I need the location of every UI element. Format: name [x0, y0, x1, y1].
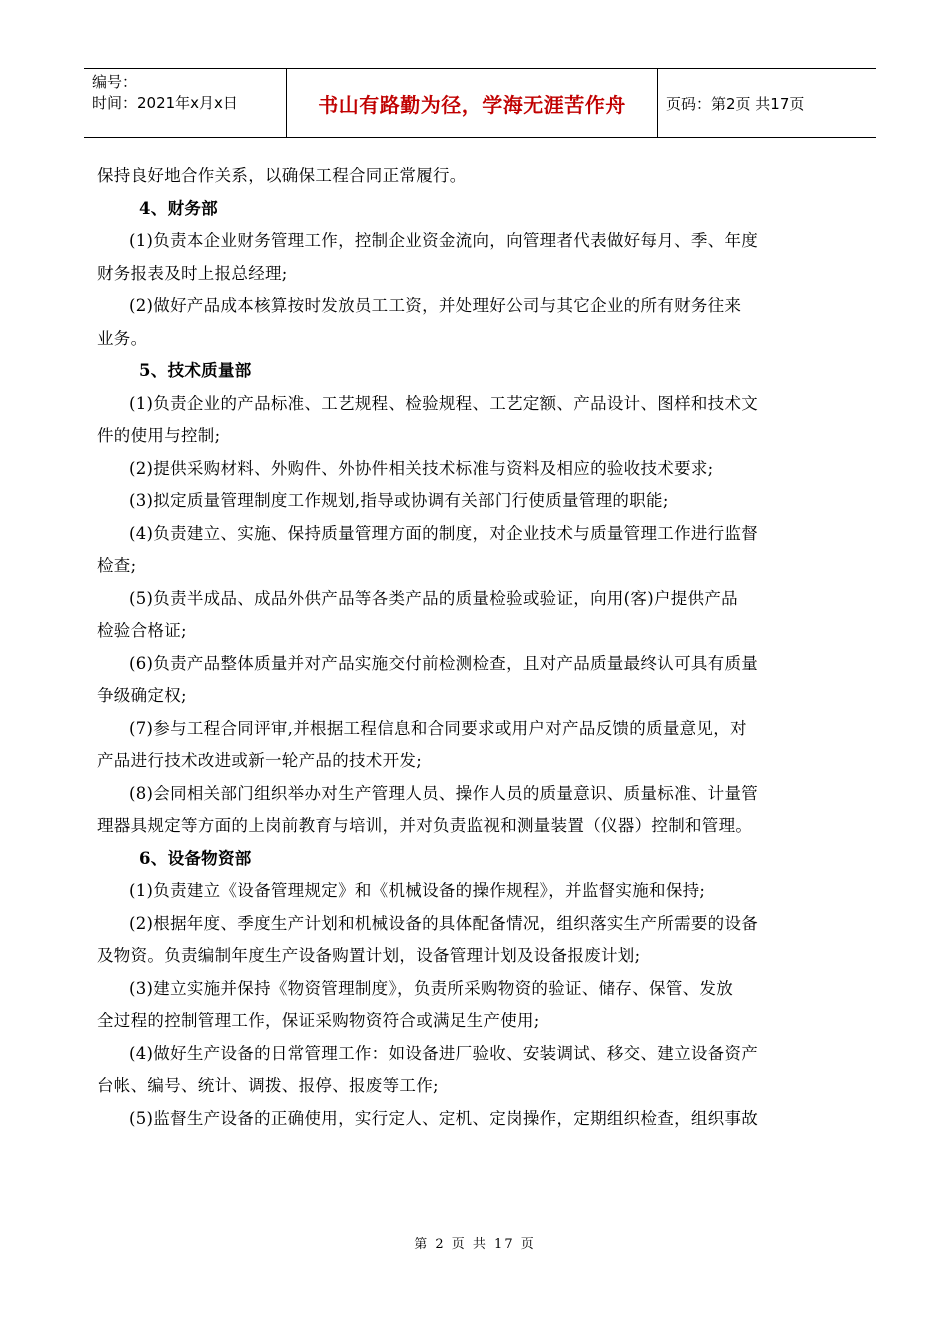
paragraph-line: (4)负责建立、实施、保持质量管理方面的制度，对企业技术与质量管理工作进行监督 [129, 523, 759, 543]
paragraph-line: (2)根据年度、季度生产计划和机械设备的具体配备情况，组织落实生产所需要的设备 [129, 913, 759, 933]
paragraph-line: 及物资。负责编制年度生产设备购置计划，设备管理计划及设备报废计划; [97, 946, 641, 965]
paragraph-line: (1)负责本企业财务管理工作，控制企业资金流向，向管理者代表做好每月、季、年度 [129, 231, 759, 250]
paragraph-line: 全过程的控制管理工作，保证采购物资符合或满足生产使用; [97, 1011, 540, 1030]
paragraph-line: 产品进行技术改进或新一轮产品的技术开发; [97, 751, 423, 770]
paragraph-line: (2)做好产品成本核算按时发放员工工资，并处理好公司与其它企业的所有财务往来 [129, 296, 742, 315]
paragraph-line: (8)会同相关部门组织举办对生产管理人员、操作人员的质量意识、质量标准、计量管 [129, 783, 759, 803]
paragraph-line: 保持良好地合作关系，以确保工程合同正常履行。 [97, 166, 467, 185]
page-footer: 第 2 页 共 17 页 [414, 1237, 536, 1252]
paragraph-line: (5)监督生产设备的正确使用，实行定人、定机、定岗操作，定期组织检查，组织事故 [129, 1108, 759, 1128]
paragraph-line: (2)提供采购材料、外购件、外协件相关技术标准与资料及相应的验收技术要求; [129, 458, 714, 478]
paragraph-line: 台帐、编号、统计、调拨、报停、报废等工作; [97, 1076, 439, 1095]
header-motto: 书山有路勤为径，学海无涯苦作舟 [286, 69, 658, 137]
section-heading: 6、设备物资部 [139, 848, 252, 868]
paragraph-line: 检验合格证; [97, 621, 187, 640]
document-time-label: 时间：2021年x月x日 [92, 94, 238, 112]
section-heading: 5、技术质量部 [139, 361, 252, 380]
paragraph-line: 财务报表及时上报总经理; [97, 263, 288, 283]
document-number-label: 编号： [92, 73, 138, 91]
paragraph-line: 理器具规定等方面的上岗前教育与培训，并对负责监视和测量装置（仪器）控制和管理。 [97, 816, 753, 835]
paragraph-line: 检查; [97, 556, 137, 575]
page-header [84, 68, 876, 138]
paragraph-line: 争级确定权; [97, 686, 187, 705]
header-page-number: 页码：第2页 共17页 [666, 94, 805, 113]
paragraph-line: (1)负责建立《设备管理规定》和《机械设备的操作规程》，并监督实施和保持; [129, 881, 706, 900]
paragraph-line: (1)负责企业的产品标准、工艺规程、检验规程、工艺定额、产品设计、图样和技术文 [129, 393, 759, 413]
paragraph-line: (3)建立实施并保持《物资管理制度》，负责所采购物资的验证、储存、保管、发放 [129, 978, 734, 998]
paragraph-line: (7)参与工程合同评审,并根据工程信息和合同要求或用户对产品反馈的质量意见，对 [129, 718, 747, 738]
paragraph-line: 件的使用与控制; [97, 426, 221, 445]
header-meta [84, 69, 286, 137]
paragraph-line: (5)负责半成品、成品外供产品等各类产品的质量检验或验证，向用(客)户提供产品 [129, 588, 738, 608]
paragraph-line: (3)拟定质量管理制度工作规划,指导或协调有关部门行使质量管理的职能; [129, 491, 669, 510]
paragraph-line: (6)负责产品整体质量并对产品实施交付前检测检查，且对产品质量最终认可具有质量 [129, 653, 759, 673]
document-body [97, 160, 863, 1135]
section-heading: 4、财务部 [139, 198, 218, 218]
paragraph-line: (4)做好生产设备的日常管理工作：如设备进厂验收、安装调试、移交、建立设备资产 [129, 1043, 759, 1063]
paragraph-line: 业务。 [97, 328, 148, 348]
